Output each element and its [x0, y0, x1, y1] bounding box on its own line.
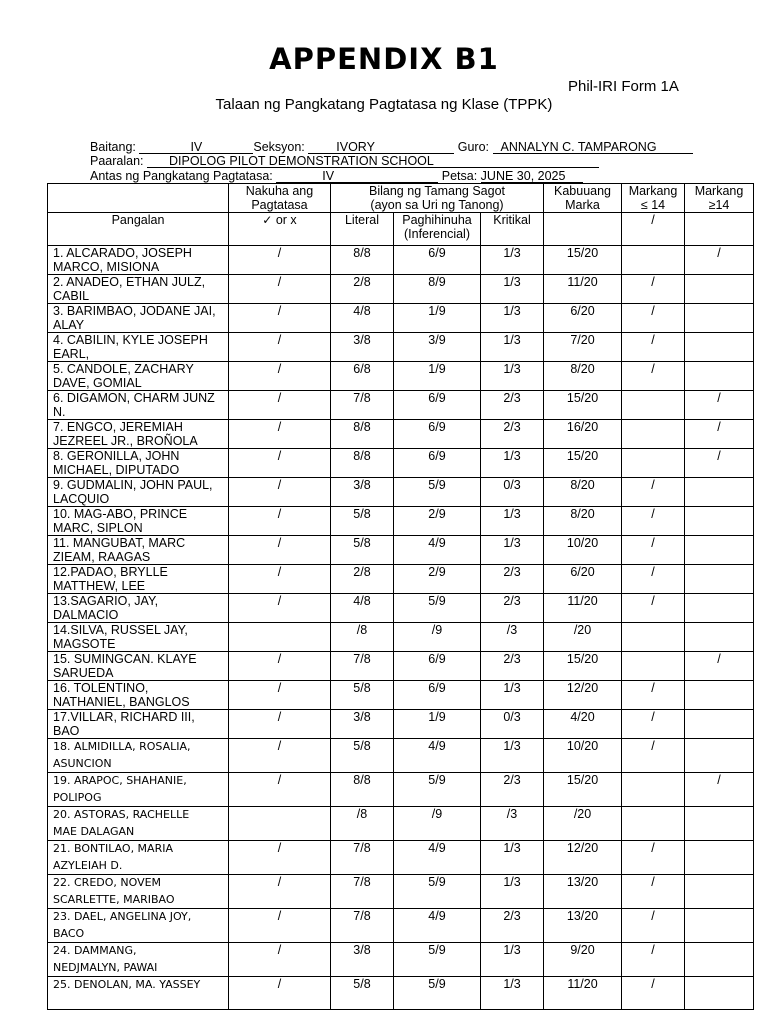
kabuuang-cell: /20 — [544, 623, 622, 652]
seksyon-value: IVORY — [308, 141, 454, 154]
markang-low-cell: / — [622, 594, 685, 623]
literal-cell: 7/8 — [331, 875, 394, 909]
table-row — [48, 681, 754, 710]
appendix-title: APPENDIX B1 — [269, 42, 499, 76]
student-name: 23. DAEL, ANGELINA JOY, BACO — [48, 909, 229, 943]
nakuha-cell: / — [229, 652, 331, 681]
kabuuang-cell: 11/20 — [544, 275, 622, 304]
markang-high-cell — [685, 681, 754, 710]
markang-high-cell: / — [685, 652, 754, 681]
kritikal-cell: 1/3 — [481, 943, 544, 977]
literal-cell: 4/8 — [331, 304, 394, 333]
literal-cell: 7/8 — [331, 391, 394, 420]
check-icon: ✓ — [262, 213, 273, 227]
info-row-school — [90, 154, 599, 168]
nakuha-cell: / — [229, 565, 331, 594]
markang-low-cell: / — [622, 536, 685, 565]
student-name: 1. ALCARADO, JOSEPH MARCO, MISIONA — [48, 246, 229, 275]
markang-high-cell — [685, 807, 754, 841]
info-row-grade — [90, 140, 693, 154]
student-name: 15. SUMINGCAN. KLAYE SARUEDA — [48, 652, 229, 681]
petsa-label: Petsa: — [441, 169, 478, 183]
paghihinuha-cell: 1/9 — [394, 710, 481, 739]
kabuuang-cell: 15/20 — [544, 449, 622, 478]
header-nakuha: Nakuha ang Pagtatasa — [229, 184, 331, 213]
nakuha-cell: / — [229, 977, 331, 1010]
literal-cell: 3/8 — [331, 943, 394, 977]
literal-cell: 5/8 — [331, 681, 394, 710]
kabuuang-cell: 16/20 — [544, 420, 622, 449]
paghihinuha-cell: 6/9 — [394, 391, 481, 420]
table-row — [48, 909, 754, 943]
markang-low-cell: / — [622, 710, 685, 739]
markang-low-cell: / — [622, 565, 685, 594]
markang-high-cell — [685, 977, 754, 1010]
literal-cell: 7/8 — [331, 909, 394, 943]
paghihinuha-cell: 5/9 — [394, 594, 481, 623]
header-markang-low: Markang ≤ 14 — [622, 184, 685, 213]
nakuha-cell: / — [229, 420, 331, 449]
literal-cell: 2/8 — [331, 275, 394, 304]
markang-low-cell: / — [622, 478, 685, 507]
markang-high-cell — [685, 909, 754, 943]
tppk-table — [47, 183, 754, 1010]
kritikal-cell: 2/3 — [481, 594, 544, 623]
literal-cell: 5/8 — [331, 507, 394, 536]
nakuha-cell: / — [229, 362, 331, 391]
paghihinuha-cell: 4/9 — [394, 536, 481, 565]
student-name: 12.PADAO, BRYLLE MATTHEW, LEE — [48, 565, 229, 594]
header-kabuuang-blank — [544, 213, 622, 246]
table-row — [48, 594, 754, 623]
paghihinuha-cell: 1/9 — [394, 304, 481, 333]
paghihinuha-cell: 6/9 — [394, 681, 481, 710]
markang-low-cell — [622, 449, 685, 478]
markang-high-cell — [685, 536, 754, 565]
kritikal-cell: 0/3 — [481, 710, 544, 739]
table-row — [48, 807, 754, 841]
student-name: 18. ALMIDILLA, ROSALIA, ASUNCION — [48, 739, 229, 773]
paghihinuha-cell: 2/9 — [394, 507, 481, 536]
header-literal: Literal — [331, 213, 394, 246]
paghihinuha-cell: 5/9 — [394, 773, 481, 807]
baitang-label: Baitang: — [90, 140, 136, 154]
kritikal-cell: 1/3 — [481, 875, 544, 909]
kabuuang-cell: 15/20 — [544, 246, 622, 275]
antas-label: Antas ng Pangkatang Pagtatasa: — [90, 169, 273, 183]
paghihinuha-cell: 5/9 — [394, 977, 481, 1010]
markang-low-cell: / — [622, 909, 685, 943]
literal-cell: 8/8 — [331, 420, 394, 449]
table-row — [48, 246, 754, 275]
markang-high-cell: / — [685, 773, 754, 807]
student-name: 16. TOLENTINO, NATHANIEL, BANGLOS — [48, 681, 229, 710]
markang-low-cell: / — [622, 275, 685, 304]
nakuha-cell: / — [229, 507, 331, 536]
student-name: 21. BONTILAO, MARIA AZYLEIAH D. — [48, 841, 229, 875]
kabuuang-cell: 15/20 — [544, 773, 622, 807]
markang-low-cell — [622, 773, 685, 807]
paghihinuha-cell: 6/9 — [394, 246, 481, 275]
kritikal-cell: 1/3 — [481, 304, 544, 333]
kabuuang-cell: 12/20 — [544, 841, 622, 875]
student-name: 4. CABILIN, KYLE JOSEPH EARL, — [48, 333, 229, 362]
guro-value: ANNALYN C. TAMPARONG — [493, 141, 693, 154]
markang-low-cell: / — [622, 304, 685, 333]
table-row — [48, 565, 754, 594]
markang-low-cell: / — [622, 841, 685, 875]
literal-cell: /8 — [331, 623, 394, 652]
nakuha-cell: / — [229, 841, 331, 875]
markang-low-cell: / — [622, 507, 685, 536]
kabuuang-cell: 10/20 — [544, 739, 622, 773]
markang-low-cell — [622, 420, 685, 449]
table-row — [48, 977, 754, 1010]
kritikal-cell: 1/3 — [481, 507, 544, 536]
kabuuang-cell: 8/20 — [544, 362, 622, 391]
markang-low-cell: / — [622, 333, 685, 362]
nakuha-cell: / — [229, 536, 331, 565]
petsa-value: JUNE 30, 2025 — [481, 170, 583, 183]
markang-low-cell: / — [622, 875, 685, 909]
kritikal-cell: 0/3 — [481, 478, 544, 507]
markang-high-cell — [685, 478, 754, 507]
literal-cell: 4/8 — [331, 594, 394, 623]
kritikal-cell: 1/3 — [481, 449, 544, 478]
nakuha-cell: / — [229, 909, 331, 943]
kritikal-cell: 2/3 — [481, 420, 544, 449]
student-name: 5. CANDOLE, ZACHARY DAVE, GOMIAL — [48, 362, 229, 391]
kabuuang-cell: 13/20 — [544, 909, 622, 943]
table-row — [48, 652, 754, 681]
nakuha-cell: / — [229, 246, 331, 275]
markang-low-cell — [622, 246, 685, 275]
header-paghihinuha: Paghihinuha (Inferencial) — [394, 213, 481, 246]
student-name: 7. ENGCO, JEREMIAH JEZREEL JR., BROÑOLA — [48, 420, 229, 449]
markang-low-cell — [622, 623, 685, 652]
markang-low-cell: / — [622, 362, 685, 391]
markang-high-cell — [685, 623, 754, 652]
kabuuang-cell: 6/20 — [544, 565, 622, 594]
header-high-blank — [685, 213, 754, 246]
paghihinuha-cell: 5/9 — [394, 875, 481, 909]
markang-high-cell — [685, 594, 754, 623]
table-row — [48, 943, 754, 977]
literal-cell: /8 — [331, 807, 394, 841]
literal-cell: 5/8 — [331, 739, 394, 773]
nakuha-cell: / — [229, 391, 331, 420]
paghihinuha-cell: 6/9 — [394, 420, 481, 449]
markang-high-cell — [685, 565, 754, 594]
table-row — [48, 773, 754, 807]
nakuha-cell: / — [229, 739, 331, 773]
kabuuang-cell: /20 — [544, 807, 622, 841]
kritikal-cell: 1/3 — [481, 681, 544, 710]
kabuuang-cell: 11/20 — [544, 977, 622, 1010]
nakuha-cell: / — [229, 681, 331, 710]
student-name: 2. ANADEO, ETHAN JULZ, CABIL — [48, 275, 229, 304]
paghihinuha-cell: 2/9 — [394, 565, 481, 594]
table-row — [48, 841, 754, 875]
paghihinuha-cell: 5/9 — [394, 478, 481, 507]
nakuha-cell: / — [229, 449, 331, 478]
nakuha-cell: / — [229, 594, 331, 623]
markang-high-cell — [685, 275, 754, 304]
markang-high-cell — [685, 507, 754, 536]
nakuha-cell — [229, 623, 331, 652]
kabuuang-cell: 13/20 — [544, 875, 622, 909]
table-row — [48, 420, 754, 449]
nakuha-cell: / — [229, 875, 331, 909]
kritikal-cell: 1/3 — [481, 333, 544, 362]
kabuuang-cell: 15/20 — [544, 652, 622, 681]
guro-label: Guro: — [457, 140, 490, 154]
nakuha-cell: / — [229, 478, 331, 507]
student-rows — [48, 246, 754, 1010]
paghihinuha-cell: 1/9 — [394, 362, 481, 391]
markang-low-cell: / — [622, 681, 685, 710]
markang-high-cell: / — [685, 391, 754, 420]
header-row-1 — [48, 184, 754, 213]
literal-cell: 7/8 — [331, 652, 394, 681]
student-name: 8. GERONILLA, JOHN MICHAEL, DIPUTADO — [48, 449, 229, 478]
markang-high-cell: / — [685, 420, 754, 449]
markang-low-cell — [622, 807, 685, 841]
markang-high-cell: / — [685, 246, 754, 275]
baitang-value: IV — [139, 141, 253, 154]
kritikal-cell: /3 — [481, 623, 544, 652]
table-row — [48, 739, 754, 773]
header-check-or-x — [229, 213, 331, 246]
header-row-2 — [48, 213, 754, 246]
student-name: 25. DENOLAN, MA. YASSEY — [48, 977, 229, 1010]
markang-high-cell — [685, 710, 754, 739]
kabuuang-cell: 15/20 — [544, 391, 622, 420]
student-name: 24. DAMMANG, NEDJMALYN, PAWAI — [48, 943, 229, 977]
nakuha-cell: / — [229, 773, 331, 807]
markang-high-cell — [685, 841, 754, 875]
markang-high-cell — [685, 333, 754, 362]
markang-low-cell: / — [622, 977, 685, 1010]
form-id: Phil-IRI Form 1A — [568, 78, 679, 95]
student-name: 9. GUDMALIN, JOHN PAUL, LACQUIO — [48, 478, 229, 507]
table-row — [48, 507, 754, 536]
paghihinuha-cell: 6/9 — [394, 449, 481, 478]
student-name: 20. ASTORAS, RACHELLE MAE DALAGAN — [48, 807, 229, 841]
paaralan-label: Paaralan: — [90, 154, 144, 168]
paaralan-value: DIPOLOG PILOT DEMONSTRATION SCHOOL — [147, 155, 599, 168]
paghihinuha-cell: 5/9 — [394, 943, 481, 977]
header-pangalan: Pangalan — [48, 213, 229, 246]
literal-cell: 5/8 — [331, 977, 394, 1010]
kritikal-cell: 2/3 — [481, 773, 544, 807]
literal-cell: 7/8 — [331, 841, 394, 875]
student-name: 10. MAG-ABO, PRINCE MARC, SIPLON — [48, 507, 229, 536]
paghihinuha-cell: 4/9 — [394, 841, 481, 875]
student-name: 3. BARIMBAO, JODANE JAI, ALAY — [48, 304, 229, 333]
paghihinuha-cell: 8/9 — [394, 275, 481, 304]
kabuuang-cell: 7/20 — [544, 333, 622, 362]
table-row — [48, 623, 754, 652]
kabuuang-cell: 11/20 — [544, 594, 622, 623]
nakuha-cell: / — [229, 943, 331, 977]
student-name: 11. MANGUBAT, MARC ZIEAM, RAAGAS — [48, 536, 229, 565]
kritikal-cell: 1/3 — [481, 362, 544, 391]
kritikal-cell: 2/3 — [481, 652, 544, 681]
literal-cell: 3/8 — [331, 333, 394, 362]
table-row — [48, 391, 754, 420]
literal-cell: 3/8 — [331, 710, 394, 739]
kritikal-cell: 2/3 — [481, 909, 544, 943]
kabuuang-cell: 6/20 — [544, 304, 622, 333]
markang-high-cell — [685, 739, 754, 773]
kabuuang-cell: 8/20 — [544, 478, 622, 507]
nakuha-cell: / — [229, 304, 331, 333]
paghihinuha-cell: 6/9 — [394, 652, 481, 681]
literal-cell: 2/8 — [331, 565, 394, 594]
header-kabuuang: Kabuuang Marka — [544, 184, 622, 213]
paghihinuha-cell: 4/9 — [394, 739, 481, 773]
markang-low-cell: / — [622, 943, 685, 977]
table-row — [48, 275, 754, 304]
kritikal-cell: 1/3 — [481, 739, 544, 773]
table-row — [48, 362, 754, 391]
kritikal-cell: /3 — [481, 807, 544, 841]
paghihinuha-cell: /9 — [394, 807, 481, 841]
nakuha-cell: / — [229, 710, 331, 739]
header-low-slash: / — [622, 213, 685, 246]
nakuha-cell: / — [229, 333, 331, 362]
literal-cell: 3/8 — [331, 478, 394, 507]
antas-value: IV — [276, 170, 438, 183]
student-name: 22. CREDO, NOVEM SCARLETTE, MARIBAO — [48, 875, 229, 909]
student-name: 14.SILVA, RUSSEL JAY, MAGSOTE — [48, 623, 229, 652]
literal-cell: 8/8 — [331, 246, 394, 275]
student-name: 19. ARAPOC, SHAHANIE, POLIPOG — [48, 773, 229, 807]
markang-high-cell — [685, 362, 754, 391]
markang-high-cell — [685, 875, 754, 909]
student-name: 13.SAGARIO, JAY, DALMACIO — [48, 594, 229, 623]
kritikal-cell: 1/3 — [481, 977, 544, 1010]
table-row — [48, 710, 754, 739]
markang-low-cell: / — [622, 739, 685, 773]
student-name: 6. DIGAMON, CHARM JUNZ N. — [48, 391, 229, 420]
nakuha-cell — [229, 807, 331, 841]
nakuha-cell: / — [229, 275, 331, 304]
markang-high-cell: / — [685, 449, 754, 478]
kabuuang-cell: 8/20 — [544, 507, 622, 536]
paghihinuha-cell: 3/9 — [394, 333, 481, 362]
student-name: 17.VILLAR, RICHARD III, BAO — [48, 710, 229, 739]
table-row — [48, 875, 754, 909]
kritikal-cell: 2/3 — [481, 391, 544, 420]
kabuuang-cell: 4/20 — [544, 710, 622, 739]
seksyon-label: Seksyon: — [253, 140, 305, 154]
kabuuang-cell: 9/20 — [544, 943, 622, 977]
info-row-level — [90, 169, 583, 183]
kabuuang-cell: 10/20 — [544, 536, 622, 565]
paghihinuha-cell: 4/9 — [394, 909, 481, 943]
table-row — [48, 478, 754, 507]
or-x-label: or x — [275, 213, 297, 227]
literal-cell: 8/8 — [331, 773, 394, 807]
markang-low-cell — [622, 391, 685, 420]
literal-cell: 5/8 — [331, 536, 394, 565]
kritikal-cell: 1/3 — [481, 841, 544, 875]
literal-cell: 6/8 — [331, 362, 394, 391]
header-bilang: Bilang ng Tamang Sagot (ayon sa Uri ng Tanong) — [331, 184, 544, 213]
form-title: Talaan ng Pangkatang Pagtatasa ng Klase (TPPK) — [215, 96, 553, 113]
literal-cell: 8/8 — [331, 449, 394, 478]
markang-high-cell — [685, 943, 754, 977]
table-row — [48, 449, 754, 478]
markang-high-cell — [685, 304, 754, 333]
kabuuang-cell: 12/20 — [544, 681, 622, 710]
table-row — [48, 333, 754, 362]
markang-low-cell — [622, 652, 685, 681]
header-markang-high: Markang ≥14 — [685, 184, 754, 213]
kritikal-cell: 1/3 — [481, 246, 544, 275]
header-blank-cell — [48, 184, 229, 213]
table-row — [48, 304, 754, 333]
header-kritikal: Kritikal — [481, 213, 544, 246]
kritikal-cell: 1/3 — [481, 275, 544, 304]
table-row — [48, 536, 754, 565]
paghihinuha-cell: /9 — [394, 623, 481, 652]
kritikal-cell: 2/3 — [481, 565, 544, 594]
kritikal-cell: 1/3 — [481, 536, 544, 565]
